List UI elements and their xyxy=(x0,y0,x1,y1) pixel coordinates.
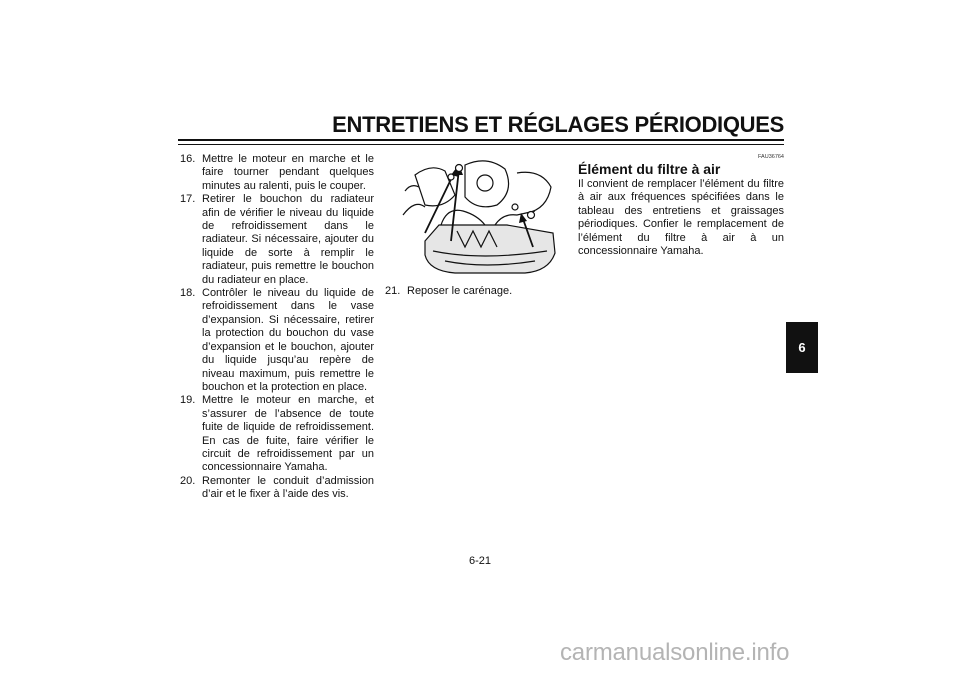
step-number: 19. xyxy=(180,394,196,407)
steps-column-middle xyxy=(385,155,565,309)
section-title: Élément du filtre à air xyxy=(578,161,721,177)
step-text: Contrôler le niveau du liquide de refroidissement dans le vase d’expansion. Si nécessaire, retirer la protection du bouchon du vase d’expansion et le bouchon, ajouter du liquide jusqu’au repère de niveau maximum, puis remettre le bouchon et la protection en place. xyxy=(202,287,374,393)
air-filter-section xyxy=(578,154,784,258)
step-item xyxy=(385,285,565,298)
page-header-title: ENTRETIENS ET RÉGLAGES PÉRIODIQUES xyxy=(332,112,784,137)
air-intake-duct-illustration xyxy=(385,155,563,279)
watermark: carmanualsonline.info xyxy=(560,639,790,666)
step-number: 21. xyxy=(385,285,401,297)
step-item xyxy=(180,394,374,474)
page-number: 6-21 xyxy=(468,555,492,567)
step-text: Mettre le moteur en marche, et s’assurer de l’absence de toute fuite de liquide de refroidissement. En cas de fuite, faire vérifier le circuit de refroidissement par un concessionnaire Yamaha. xyxy=(202,394,374,474)
step-number: 20. xyxy=(180,474,196,487)
chapter-tab: 6 xyxy=(786,322,818,373)
step-text: Reposer le carénage. xyxy=(407,285,513,297)
step-number: 16. xyxy=(180,153,196,165)
steps-column-left xyxy=(180,153,374,502)
header-rule-thick xyxy=(178,139,784,141)
step-text: Retirer le bouchon du radiateur afin de vérifier le niveau du liquide de refroidissement dans le radiateur. Si nécessaire, ajouter du liquide de sorte à remplir le radiateur, puis remettre le bouchon du radiateur en place. xyxy=(202,193,374,286)
step-item xyxy=(180,193,374,287)
step-text: Remonter le conduit d’admission d’air et le fixer à l’aide des vis. xyxy=(202,474,374,501)
step-item xyxy=(180,287,374,394)
step-number: 18. xyxy=(180,287,196,300)
reference-code: FAU36764 xyxy=(758,154,784,160)
step-text: Mettre le moteur en marche et le faire tourner pendant quelques minutes au ralenti, puis le couper. xyxy=(202,153,374,192)
header-rule-thin xyxy=(178,144,784,145)
section-body: Il convient de remplacer l’élément du filtre à air aux fréquences spécifiées dans le tableau des entretiens et graissages périodiques. Confier le remplacement de l’élément du filtre à air à un concessionnaire Yamaha. xyxy=(578,178,784,258)
step-item xyxy=(180,475,374,502)
step-item xyxy=(180,153,374,193)
step-number: 17. xyxy=(180,193,196,206)
